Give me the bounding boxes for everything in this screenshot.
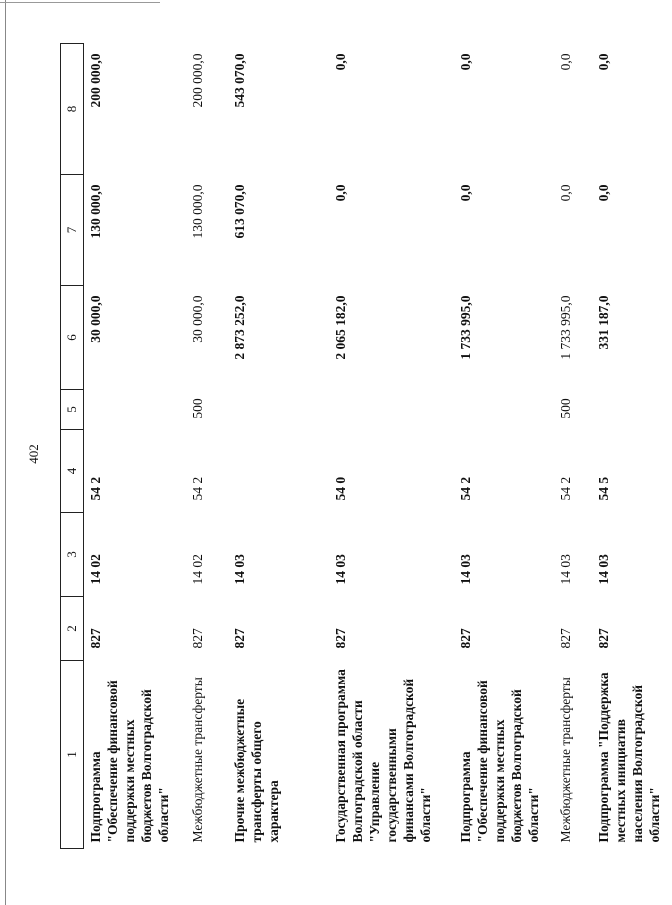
table-row bbox=[329, 44, 454, 849]
column-header: 1 bbox=[61, 661, 84, 849]
section-code: 14 02 bbox=[189, 554, 205, 585]
amount-year-2: 130 000,0 bbox=[189, 184, 205, 239]
ministry-code: 827 bbox=[595, 628, 611, 649]
table-row bbox=[228, 44, 329, 849]
expense-type-code: 500 bbox=[189, 398, 205, 419]
row-name: Межбюджетные трансферты bbox=[557, 677, 573, 843]
table-row bbox=[186, 44, 228, 849]
budget-table-sheet bbox=[60, 44, 662, 849]
amount-year-3: 200 000,0 bbox=[88, 53, 103, 108]
section-code: 14 03 bbox=[595, 554, 611, 585]
column-header: 6 bbox=[61, 286, 84, 390]
amount-year-3: 0,0 bbox=[332, 53, 348, 71]
table-row bbox=[454, 44, 554, 849]
expense-type-code bbox=[592, 390, 672, 430]
scan-edge-top bbox=[0, 2, 160, 3]
amount-year-2: 0,0 bbox=[332, 184, 348, 202]
amount-year-2: 0,0 bbox=[595, 184, 611, 202]
expense-type-code bbox=[228, 390, 329, 430]
ministry-code: 827 bbox=[332, 628, 348, 649]
rotated-table-container bbox=[60, 44, 662, 849]
amount-year-1: 2 065 182,0 bbox=[332, 295, 348, 360]
column-header: 7 bbox=[61, 175, 84, 286]
program-code: 54 2 bbox=[557, 476, 573, 501]
amount-year-3: 0,0 bbox=[457, 53, 473, 71]
amount-year-1: 1 733 995,0 bbox=[557, 295, 573, 360]
program-code: 54 2 bbox=[457, 476, 473, 501]
amount-year-2: 0,0 bbox=[557, 184, 573, 202]
ministry-code: 827 bbox=[557, 628, 573, 649]
column-header: 4 bbox=[61, 430, 84, 513]
amount-year-1: 1 733 995,0 bbox=[457, 295, 473, 360]
table-row bbox=[554, 44, 592, 849]
budget-table bbox=[60, 43, 672, 849]
amount-year-3: 543 070,0 bbox=[231, 53, 247, 108]
amount-year-2: 0,0 bbox=[457, 184, 473, 202]
page-number: 402 bbox=[26, 444, 41, 464]
column-header: 3 bbox=[61, 513, 84, 597]
program-code: 54 5 bbox=[595, 476, 611, 501]
ministry-code: 827 bbox=[88, 628, 103, 649]
expense-type-code: 500 bbox=[557, 398, 573, 419]
section-code: 14 03 bbox=[557, 554, 573, 585]
section-code: 14 03 bbox=[332, 554, 348, 585]
expense-type-code bbox=[84, 390, 186, 430]
program-code: 54 2 bbox=[189, 476, 205, 501]
section-code: 14 02 bbox=[88, 554, 103, 585]
amount-year-1: 30 000,0 bbox=[88, 295, 103, 343]
column-header: 8 bbox=[61, 44, 84, 175]
expense-type-code bbox=[454, 390, 554, 430]
row-name: Подпрограмма "Обеспечение финансовой поддержки местных бюджетов Волгоградской области" bbox=[88, 680, 171, 843]
row-name: Межбюджетные трансферты bbox=[189, 677, 205, 843]
amount-year-1: 30 000,0 bbox=[189, 295, 205, 343]
column-header: 2 bbox=[61, 597, 84, 661]
expense-type-code bbox=[329, 390, 454, 430]
amount-year-3: 200 000,0 bbox=[189, 53, 205, 108]
program-code: 54 2 bbox=[88, 476, 103, 501]
program-code bbox=[228, 430, 329, 513]
amount-year-3: 0,0 bbox=[595, 53, 611, 71]
ministry-code: 827 bbox=[457, 628, 473, 649]
column-header: 5 bbox=[61, 390, 84, 430]
section-code: 14 03 bbox=[457, 554, 473, 585]
amount-year-2: 130 000,0 bbox=[88, 184, 103, 239]
row-name: Прочие межбюджетные трансферты общего характера bbox=[231, 698, 281, 843]
amount-year-1: 2 873 252,0 bbox=[231, 295, 247, 360]
ministry-code: 827 bbox=[231, 628, 247, 649]
program-code: 54 0 bbox=[332, 476, 348, 501]
row-name: Подпрограмма "Поддержка местных инициатив населения Волгоградской области" bbox=[595, 672, 662, 843]
amount-year-3: 0,0 bbox=[557, 53, 573, 71]
ministry-code: 827 bbox=[189, 628, 205, 649]
header-row bbox=[61, 44, 84, 849]
row-name: Государственная программа Волгоградской области "Управление государственными финансами Волгоградской области" bbox=[332, 669, 433, 843]
table-row bbox=[592, 44, 672, 849]
table-row bbox=[84, 44, 186, 849]
amount-year-1: 331 187,0 bbox=[595, 295, 611, 350]
row-name: Подпрограмма "Обеспечение финансовой поддержки местных бюджетов Волгоградской области" bbox=[457, 680, 541, 843]
amount-year-2: 613 070,0 bbox=[231, 184, 247, 239]
section-code: 14 03 bbox=[231, 554, 247, 585]
scan-edge-left bbox=[5, 0, 6, 905]
